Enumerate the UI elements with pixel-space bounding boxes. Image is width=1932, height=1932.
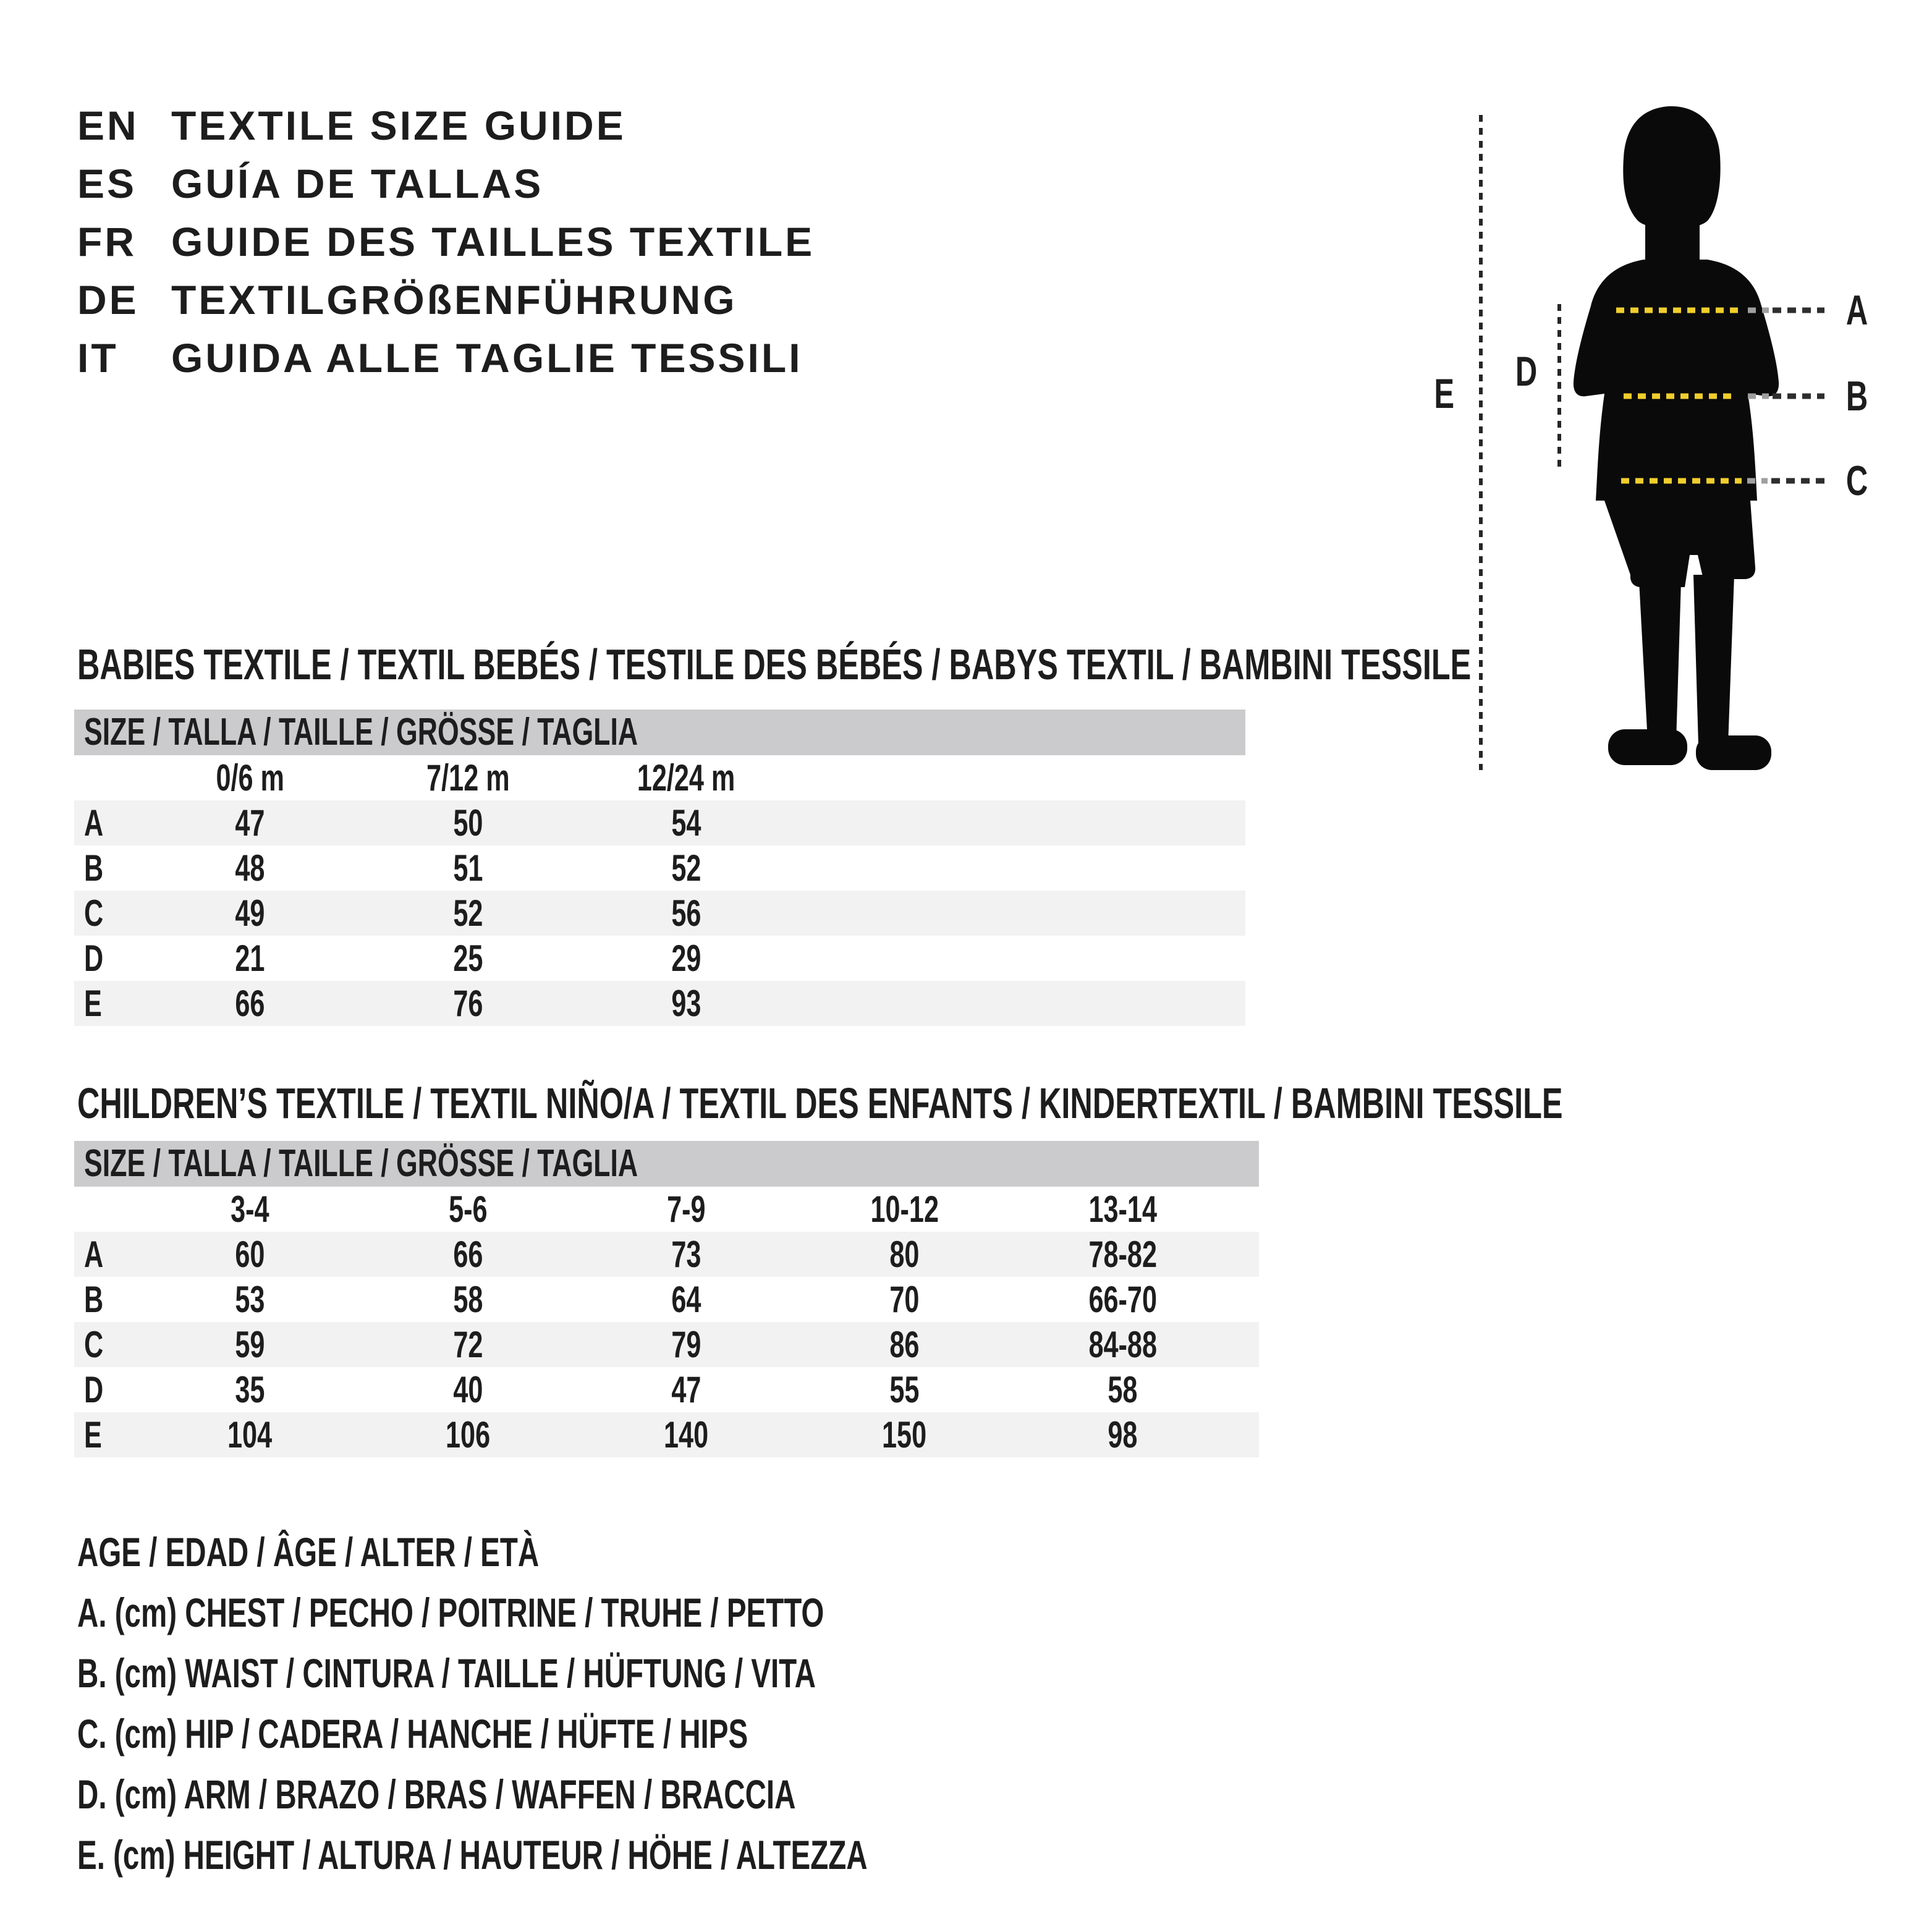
- language-code-it-text: IT: [77, 335, 119, 381]
- babies-cell-B-2: [577, 845, 795, 891]
- babies-cell-A-2-text: 54: [671, 802, 701, 844]
- babies-size-table: [74, 710, 1245, 1026]
- measurement-legend: [77, 1522, 1175, 1885]
- babies-cell-C-1: [359, 891, 577, 936]
- children-size-header-band: SIZE / TALLA / TAILLE / GRÖSSE / TAGLIA: [74, 1141, 1259, 1187]
- language-title-es: [171, 160, 1128, 207]
- babies-cell-C-2: [577, 891, 795, 936]
- language-title-de: [171, 276, 1128, 323]
- children-column-header-1-text: 5-6: [449, 1188, 488, 1230]
- babies-cell-A-1-text: 50: [453, 802, 483, 844]
- babies-rows: [74, 800, 1245, 1026]
- children-cell-A-3: [795, 1232, 1014, 1277]
- children-cell-D-3-text: 55: [889, 1369, 920, 1410]
- babies-size-header-band: SIZE / TALLA / TAILLE / GRÖSSE / TAGLIA: [74, 710, 1245, 755]
- babies-cell-D-2: [577, 936, 795, 981]
- silhouette-left-shoe: [1608, 729, 1687, 765]
- legend-line-1: [77, 1582, 1175, 1643]
- silhouette-shorts: [1604, 501, 1755, 587]
- children-cell-B-1-text: 58: [453, 1279, 483, 1320]
- babies-row-label-B: [74, 845, 141, 891]
- children-cell-D-0: [141, 1367, 359, 1412]
- children-row-label-C-text: C: [84, 1324, 104, 1365]
- children-cell-B-2-text: 64: [671, 1279, 701, 1320]
- children-row-label-A-text: A: [84, 1234, 104, 1275]
- children-cell-C-0: [141, 1322, 359, 1367]
- babies-row-D: [74, 936, 1245, 981]
- label-chest-a: A: [1846, 287, 1868, 334]
- legend-line-2-text: B. (cm) WAIST / CINTURA / TAILLE / HÜFTUNG / VITA: [77, 1650, 816, 1696]
- babies-cell-D-2-text: 29: [671, 938, 701, 979]
- babies-row-label-C-text: C: [84, 892, 104, 934]
- babies-cell-D-0-text: 21: [235, 938, 265, 979]
- babies-cell-E-1: [359, 981, 577, 1026]
- children-section-title: CHILDREN’S TEXTILE / TEXTIL NIÑO/A / TEXTIL DES ENFANTS / KINDERTEXTIL / BAMBINI TESSILE: [77, 1079, 1563, 1127]
- legend-line-3-text: C. (cm) HIP / CADERA / HANCHE / HÜFTE / HIPS: [77, 1711, 748, 1756]
- babies-row-label-E-text: E: [84, 983, 102, 1024]
- label-hip-c: C: [1846, 457, 1868, 504]
- legend-line-5-text: E. (cm) HEIGHT / ALTURA / HAUTEUR / HÖHE / ALTEZZA: [77, 1832, 868, 1878]
- babies-column-header-2-text: 12/24 m: [637, 757, 735, 799]
- language-code-de-text: DE: [77, 277, 139, 323]
- children-cell-A-1: [359, 1232, 577, 1277]
- children-cell-A-4: [1014, 1232, 1232, 1277]
- babies-column-header-row: [74, 755, 1245, 800]
- babies-cell-E-0-text: 66: [235, 983, 265, 1024]
- label-height-e: E: [1434, 370, 1455, 417]
- language-row-it: [77, 329, 1128, 387]
- children-cell-C-2: [577, 1322, 795, 1367]
- language-title-es-text: GUÍA DE TALLAS: [171, 161, 544, 206]
- children-column-header-0-text: 3-4: [231, 1188, 269, 1230]
- children-cell-A-1-text: 66: [453, 1234, 483, 1275]
- children-row-label-D-text: D: [84, 1369, 104, 1410]
- children-cell-B-3-text: 70: [889, 1279, 920, 1320]
- babies-cell-D-1: [359, 936, 577, 981]
- children-row-label-D: [74, 1367, 141, 1412]
- children-row-A: [74, 1232, 1259, 1277]
- children-size-table: [74, 1141, 1259, 1457]
- children-cell-C-4: [1014, 1322, 1232, 1367]
- children-cell-A-0-text: 60: [235, 1234, 265, 1275]
- babies-row-B: [74, 845, 1245, 891]
- children-cell-E-4-text: 98: [1108, 1414, 1138, 1455]
- children-cell-D-2-text: 47: [671, 1369, 701, 1410]
- babies-cell-E-2-text: 93: [671, 983, 701, 1024]
- babies-cell-B-0: [141, 845, 359, 891]
- language-title-de-text: TEXTILGRÖßENFÜHRUNG: [171, 277, 737, 323]
- language-code-es: [77, 160, 171, 207]
- language-row-es: [77, 155, 1128, 213]
- language-code-fr-text: FR: [77, 219, 137, 265]
- silhouette-shirt: [1574, 260, 1779, 501]
- children-cell-E-4: [1014, 1412, 1232, 1457]
- children-column-header-4: [1014, 1187, 1232, 1232]
- silhouette-right-shoe: [1696, 735, 1771, 770]
- babies-column-header-0-text: 0/6 m: [216, 757, 284, 799]
- language-row-fr: [77, 213, 1128, 271]
- babies-cell-A-0-text: 47: [235, 802, 265, 844]
- children-cell-C-3: [795, 1322, 1014, 1367]
- children-cell-D-2: [577, 1367, 795, 1412]
- children-column-header-3: [795, 1187, 1014, 1232]
- children-cell-B-0: [141, 1277, 359, 1322]
- children-cell-E-1: [359, 1412, 577, 1457]
- language-code-it: [77, 334, 171, 381]
- children-colhead-spacer: [74, 1187, 141, 1232]
- babies-cell-C-1-text: 52: [453, 892, 483, 934]
- babies-column-header-0: [141, 755, 359, 800]
- children-cell-D-4-text: 58: [1108, 1369, 1138, 1410]
- children-column-header-0: [141, 1187, 359, 1232]
- babies-row-label-A: [74, 800, 141, 845]
- language-header: [77, 96, 1128, 387]
- children-row-label-E-text: E: [84, 1414, 102, 1455]
- babies-cell-B-1-text: 51: [453, 847, 483, 889]
- children-cell-B-3: [795, 1277, 1014, 1322]
- children-row-label-A: [74, 1232, 141, 1277]
- children-cell-C-1: [359, 1322, 577, 1367]
- children-cell-D-4: [1014, 1367, 1232, 1412]
- language-row-en: [77, 96, 1128, 155]
- language-row-de: [77, 271, 1128, 329]
- children-cell-E-2-text: 140: [664, 1414, 709, 1455]
- language-title-fr-text: GUIDE DES TAILLES TEXTILE: [171, 219, 815, 265]
- language-title-en: [171, 102, 1128, 149]
- children-column-header-2: [577, 1187, 795, 1232]
- language-title-it: [171, 334, 1128, 381]
- babies-column-header-1: [359, 755, 577, 800]
- legend-line-0-text: AGE / EDAD / ÂGE / ALTER / ETÀ: [77, 1529, 540, 1575]
- legend-line-2: [77, 1643, 1175, 1703]
- language-code-fr: [77, 218, 171, 265]
- legend-line-3: [77, 1703, 1175, 1764]
- children-row-label-C: [74, 1322, 141, 1367]
- babies-column-header-1-text: 7/12 m: [426, 757, 510, 799]
- babies-row-label-D: [74, 936, 141, 981]
- babies-row-label-C: [74, 891, 141, 936]
- children-cell-A-3-text: 80: [889, 1234, 920, 1275]
- legend-line-0: [77, 1522, 1175, 1582]
- children-cell-A-4-text: 78-82: [1088, 1234, 1157, 1275]
- children-row-B: [74, 1277, 1259, 1322]
- children-cell-A-2: [577, 1232, 795, 1277]
- children-cell-C-4-text: 84-88: [1088, 1324, 1157, 1365]
- language-code-es-text: ES: [77, 161, 137, 206]
- children-cell-D-1: [359, 1367, 577, 1412]
- babies-cell-D-0: [141, 936, 359, 981]
- babies-cell-E-1-text: 76: [453, 983, 483, 1024]
- children-row-label-B: [74, 1277, 141, 1322]
- children-cell-B-2: [577, 1277, 795, 1322]
- children-cell-C-1-text: 72: [453, 1324, 483, 1365]
- babies-colhead-spacer: [74, 755, 141, 800]
- language-title-it-text: GUIDA ALLE TAGLIE TESSILI: [171, 335, 803, 381]
- babies-cell-A-1: [359, 800, 577, 845]
- babies-section-title: BABIES TEXTILE / TEXTIL BEBÉS / TESTILE DES BÉBÉS / BABYS TEXTIL / BAMBINI TESSILE: [77, 640, 1472, 688]
- children-cell-D-1-text: 40: [453, 1369, 483, 1410]
- legend-line-5: [77, 1824, 1175, 1885]
- babies-cell-A-0: [141, 800, 359, 845]
- children-cell-B-4-text: 66-70: [1088, 1279, 1157, 1320]
- measurement-figure: [1421, 93, 1932, 810]
- language-code-en: [77, 102, 171, 149]
- children-cell-D-0-text: 35: [235, 1369, 265, 1410]
- language-title-en-text: TEXTILE SIZE GUIDE: [171, 103, 626, 148]
- babies-row-E: [74, 981, 1245, 1026]
- children-cell-C-2-text: 79: [671, 1324, 701, 1365]
- babies-cell-E-2: [577, 981, 795, 1026]
- children-cell-E-3-text: 150: [882, 1414, 927, 1455]
- children-cell-E-0: [141, 1412, 359, 1457]
- babies-cell-E-0: [141, 981, 359, 1026]
- babies-cell-C-0-text: 49: [235, 892, 265, 934]
- children-cell-D-3: [795, 1367, 1014, 1412]
- children-row-label-B-text: B: [84, 1279, 104, 1320]
- babies-cell-B-2-text: 52: [671, 847, 701, 889]
- children-rows: [74, 1232, 1259, 1457]
- babies-cell-B-0-text: 48: [235, 847, 265, 889]
- children-column-header-1: [359, 1187, 577, 1232]
- children-cell-C-3-text: 86: [889, 1324, 920, 1365]
- legend-line-4: [77, 1764, 1175, 1824]
- babies-column-header-2: [577, 755, 795, 800]
- legend-line-4-text: D. (cm) ARM / BRAZO / BRAS / WAFFEN / BRACCIA: [77, 1771, 796, 1817]
- babies-cell-D-1-text: 25: [453, 938, 483, 979]
- babies-row-label-A-text: A: [84, 802, 104, 844]
- children-cell-E-0-text: 104: [227, 1414, 273, 1455]
- children-cell-E-2: [577, 1412, 795, 1457]
- label-waist-b: B: [1846, 373, 1868, 420]
- children-cell-B-1: [359, 1277, 577, 1322]
- babies-row-label-E: [74, 981, 141, 1026]
- children-cell-A-2-text: 73: [671, 1234, 701, 1275]
- children-cell-E-1-text: 106: [446, 1414, 491, 1455]
- children-row-D: [74, 1367, 1259, 1412]
- children-column-header-row: [74, 1187, 1259, 1232]
- language-code-en-text: EN: [77, 103, 139, 148]
- label-arm-d: D: [1515, 348, 1538, 395]
- children-row-C: [74, 1322, 1259, 1367]
- children-column-header-2-text: 7-9: [667, 1188, 706, 1230]
- children-column-header-3-text: 10-12: [870, 1188, 939, 1230]
- children-row-label-E: [74, 1412, 141, 1457]
- children-cell-B-0-text: 53: [235, 1279, 265, 1320]
- children-cell-B-4: [1014, 1277, 1232, 1322]
- babies-cell-C-0: [141, 891, 359, 936]
- babies-cell-A-2: [577, 800, 795, 845]
- children-cell-E-3: [795, 1412, 1014, 1457]
- babies-row-label-D-text: D: [84, 938, 104, 979]
- language-title-fr: [171, 218, 1128, 265]
- language-code-de: [77, 276, 171, 323]
- babies-cell-B-1: [359, 845, 577, 891]
- children-column-header-4-text: 13-14: [1088, 1188, 1157, 1230]
- children-cell-A-0: [141, 1232, 359, 1277]
- children-row-E: [74, 1412, 1259, 1457]
- babies-cell-C-2-text: 56: [671, 892, 701, 934]
- babies-row-label-B-text: B: [84, 847, 104, 889]
- legend-line-1-text: A. (cm) CHEST / PECHO / POITRINE / TRUHE / PETTO: [77, 1590, 824, 1635]
- children-cell-C-0-text: 59: [235, 1324, 265, 1365]
- babies-row-A: [74, 800, 1245, 845]
- babies-row-C: [74, 891, 1245, 936]
